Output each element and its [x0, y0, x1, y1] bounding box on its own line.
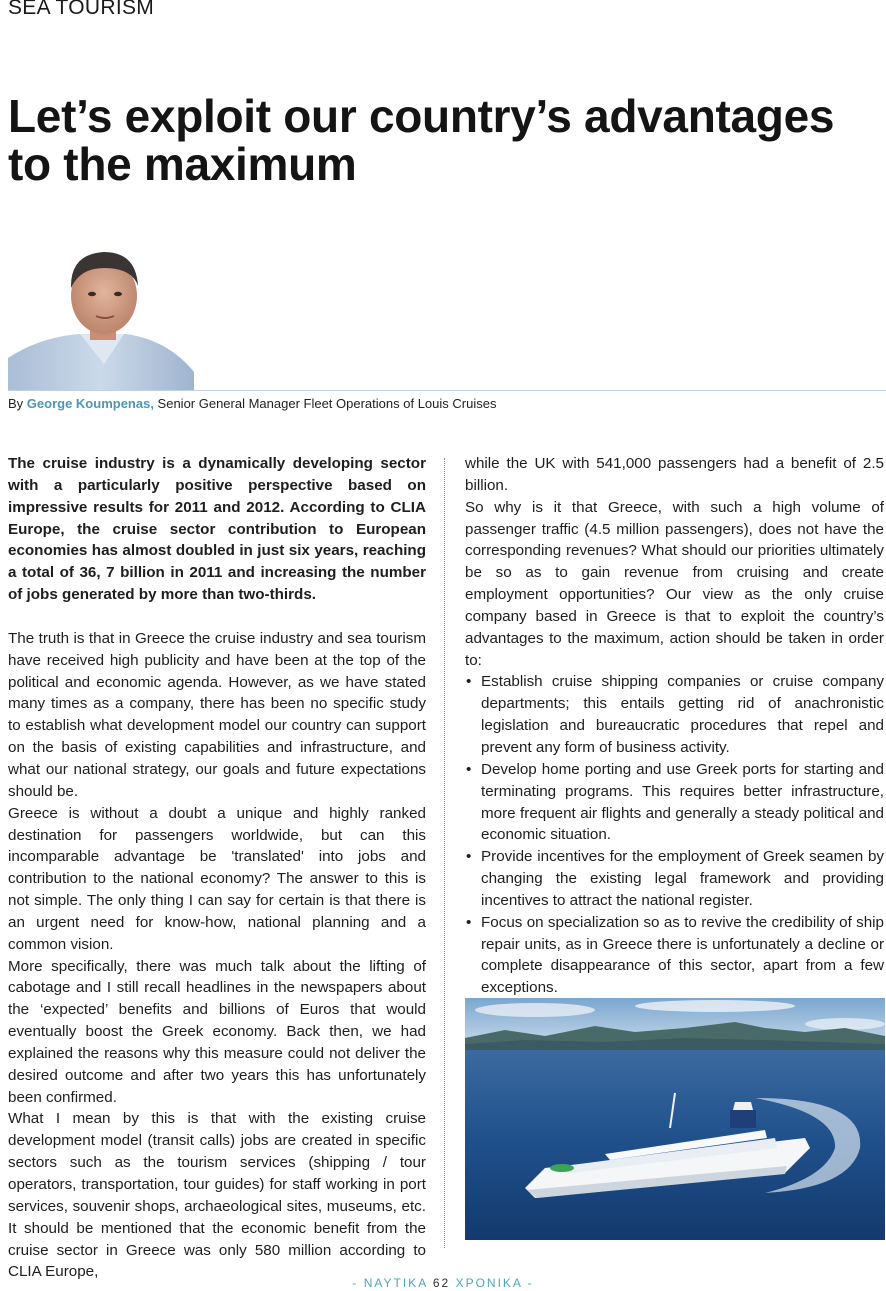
action-list: [465, 671, 884, 999]
article-headline: Let’s exploit our country’s advantages to the maximum: [8, 90, 835, 190]
byline: [8, 396, 496, 411]
header-rule: [8, 390, 886, 391]
column-divider: [444, 458, 445, 1248]
byline-prefix: By: [8, 396, 27, 411]
list-item: • Develop home porting and use Greek ports for starting and terminating programs. This requires better infrastructure, more frequent air flights and generally a steady political and economic situation.: [465, 759, 884, 846]
body-paragraph: What I mean by this is that with the existing cruise development model (transit calls) jobs are created in specific sectors such as the tourism services (shipping / tour operators, transportation, tour guides) for staff working in port services, souvenir shops, archaeological sites, museums, etc. It should be mentioned that the economic benefit from the cruise sector in Greece was only 580 million according to CLIA Europe,: [8, 1110, 426, 1281]
author-name: George Koumpenas,: [26, 396, 154, 411]
author-portrait: [8, 246, 194, 390]
page-footer: [0, 1276, 886, 1290]
body-paragraph: while the UK with 541,000 passengers had a benefit of 2.5 billion.: [465, 455, 884, 494]
body-paragraph: So why is it that Greece, with such a high volume of passenger traffic (4.5 million passengers), does not have the corresponding revenues? What should our priorities ultimately be so as to gain revenue from cruising and create employment opportunities? Our view as the only cruise company based in Greece is that to exploit the country’s advantages to the maximum, action should be taken in order to:: [465, 498, 884, 669]
footer-left: - ΝΑΥΤΙΚΑ: [352, 1276, 433, 1290]
body-paragraph: Greece is without a doubt a unique and highly ranked destination for passengers worldwide, but can this incomparable advantage be 'translated' into jobs and contribution to the national economy? The answer to this is not simple. The only thing I can say for certain is that there is an urgent need for know-how, national planning and a common vision.: [8, 804, 426, 953]
cruise-ship-photo: [465, 998, 885, 1240]
section-label: SEA TOURISM: [8, 0, 155, 19]
intro-paragraph: The cruise industry is a dynamically developing sector with a particularly positive perspective based on impressive results for 2011 and 2012. According to CLIA Europe, the cruise sector contribution to European economies has almost doubled in just six years, reaching a total of 36, 7 billion in 2011 and increasing the number of jobs generated by more than two-thirds.: [8, 455, 426, 604]
footer-right: ΧΡΟΝΙΚΑ -: [450, 1276, 534, 1290]
list-item: • Provide incentives for the employment of Greek seamen by changing the existing legal framework and providing incentives to attract the national register.: [465, 846, 884, 912]
right-column: [465, 453, 884, 999]
list-item: • Focus on specialization so as to revive the credibility of ship repair units, as in Greece there is unfortunately a decline or complete disappearance of this sector, apart from a few exceptions.: [465, 912, 884, 999]
author-role: Senior General Manager Fleet Operations of Louis Cruises: [153, 396, 497, 411]
body-paragraph: The truth is that in Greece the cruise industry and sea tourism have received high publicity and have been at the top of the political and economic agenda. However, as we have stated many times as a company, there has been no specific study to establish what development model our country can support on the basis of existing capabilities and infrastructure, and what our national strategy, our goals and future expectations should be.: [8, 629, 426, 800]
left-column: [8, 453, 426, 1283]
body-paragraph: More specifically, there was much talk about the lifting of cabotage and I still recall headlines in the newspapers about the ‘expected’ benefits and billions of Euros that would eventually boost the Greek economy. Back then, we had explained the reasons why this measure could not deliver the desired outcome and after two years this has unfortunately been confirmed.: [8, 957, 426, 1106]
list-item: • Establish cruise shipping companies or cruise company departments; this entails getting rid of anachronistic legislation and bureaucratic procedures that repel and prevent any form of business activity.: [465, 671, 884, 758]
page-number: 62: [432, 1276, 451, 1290]
